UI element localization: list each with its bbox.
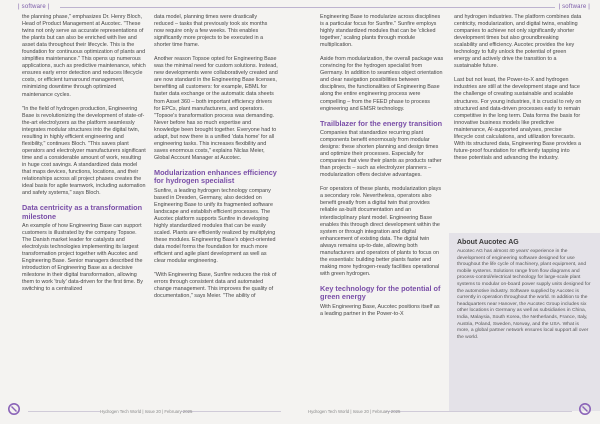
section-tag-right: | software |: [558, 4, 590, 10]
about-title: About Aucotec AG: [457, 239, 519, 246]
paragraph: An example of how Engineering Base can support customers is illustrated by the company Topsoe. The Danish market leader for catalysts and electrolysis technologies implementing its largest transformation project together with Aucotec and Engineering Base. Senior managers described the introduction of Engineering Base as a decisive milestone in their digital transformation, allowing them to work 'truly' data-driven for the first time. By switching to a centralized: [22, 222, 143, 293]
paragraph: With Engineering Base, Aucotec positions itself as a leading partner in the Power-to-X: [320, 303, 440, 317]
header-rule-right: [300, 7, 555, 8]
paragraph: "In the field of hydrogen production, Engineering Base is revolutionizing the development of state-of-the-art electrolyzers as the platform seamlessly integrates modular structures into the digital twin, resulting in highly efficient engineering and flexibility," continues Bloch. "This saves plant operators and electrolyzer manufacturers significant time and a considerable amount of work, resulting in huge cost savings. A standardized data model that maps devices, functions, locations, and their relationships across all project phases creates the ideal basis for agile teamwork, including automation and safety systems," says Bloch.: [22, 105, 146, 197]
footer-left: Hydrogen Tech World | Issue 20 | February 2025: [100, 409, 193, 414]
footer-right: Hydrogen Tech World | Issue 20 | February 2025: [308, 409, 401, 414]
page1-column1: [22, 14, 146, 300]
h2-tech-world-logo-icon: [578, 402, 592, 416]
paragraph: the planning phase," emphasizes Dr. Henry Bloch, Head of Product Management at Aucotec. "These twins not only serve as accurate representations of the plants but can also be enriched with live and asset data throughout their lifecycle. This is the foundation for continuous optimization of plants and simplifies maintenance." This opens up numerous applications, such as predictive maintenance, which ensures early error detection and reduces lifecycle costs, or efficient turnaround management, minimizing downtime through optimized maintenance cycles.: [22, 14, 146, 98]
page2-column1: [320, 14, 444, 325]
paragraph: Companies that standardize recurring plant components benefit enormously from modular designs: these shorten planning and design times and optimize their processes. Especially for companies that view their plants as products rather than projects – such as electrolyzer planners – modularization offers decisive advantages.: [320, 130, 442, 179]
footer-rule: [28, 411, 100, 412]
header-rule-left: [60, 7, 300, 8]
page2-column2: [454, 14, 582, 169]
section-heading: Trailblazer for the energy transition: [320, 118, 443, 128]
paragraph: data model, planning times were drastically reduced – tasks that previously took six months now require only a few weeks. This enables significantly more projects to be executed in a shorter time frame.: [154, 14, 268, 49]
page1-column2: [154, 14, 278, 307]
paragraph: Last but not least, the Power-to-X and hydrogen industries are still at the development stage and face the challenge of creating sustainable and scalable structures. For young industries, it is crucial to rely on structured and data-driven processes early to remain competitive in the long term. Data forms the basis for innovative business models like predictive maintenance, AI-supported analyses, precise lifecycle cost calculations, and utilization forecasts. With its structured data, Engineering Base provides a future-proof foundation for efficiently tapping into these potentials and advancing the industry.: [454, 77, 582, 161]
section-heading: Modularization enhances efficiency for hydrogen specialist: [154, 167, 277, 186]
section-heading: Data centricity as a transformation milestone: [22, 203, 143, 221]
paragraph: Sunfire, a leading hydrogen technology company based in Dresden, Germany, also decided on Engineering Base to unify its fragmented software landscape and establish efficient processes. The Aucotec platform supports Sunfire in developing highly standardized modules that can be easily scaled. Plants are efficiently realized by multiplying these modules. Engineering Base's object-oriented data model forms the foundation for much more efficient and agile plant development as well as clear modular engineering.: [154, 187, 276, 265]
about-aucotec-box: [449, 233, 600, 411]
h2-tech-world-logo-icon: [7, 402, 21, 416]
section-heading: Key technology for the potential of green energy: [320, 283, 441, 302]
footer-rule: [386, 411, 572, 412]
paragraph: Engineering Base to modularize across disciplines is a particular focus for Sunfire." Sunfire employs highly standardized modules that can be 'clicked together,' scaling plants through module multiplication.: [320, 14, 441, 49]
paragraph: and hydrogen industries. The platform combines data centricity, modularization, and digital twins, enabling companies to achieve not only significantly shorter development times but also groundbreaking scalability and efficiency. Aucotec provides the key technology to fully unlock the potential of green energy and actively drive the transition to a sustainable future.: [454, 14, 582, 70]
paragraph: "With Engineering Base, Sunfire reduces the risk of errors through consistent data and automated change management. This improves the quality of documentation," says Meier. "The ability of: [154, 272, 277, 300]
paragraph: For operators of these plants, modularization plays a secondary role. Nevertheless, operators also benefit greatly from a digital twin that provides reliable as-built documentation and an interdisciplinary plant model. Engineering Base enables this through direct development within the system or through integration and digital enhancement of existing data. The digital twin always remains up-to-date, allowing both manufacturers and operators of plants to focus on the essentials: building better plants faster and making more hydrogen-ready facilities operational with green hydrogen.: [320, 186, 442, 277]
footer-rule: [181, 411, 281, 412]
paragraph: Aside from modularization, the overall package was convincing for the hydrogen specialist from Germany. In addition to seamless object orientation and clear navigation possibilities between disciplines, the functionalities of Engineering Base along the entire engineering process were compelling – from the FEED phase to process engineering and EMSR technology.: [320, 56, 444, 112]
paragraph: Another reason Topsoe opted for Engineering Base was the minimal need for custom solutions. Instead, new developments were collaboratively created and are now standard in the Engineering Base licenses, benefiting all customers: for example, EBML for faster data exchange or the automatic data sheets from Asset 360 – both important efficiency drivers for EPCs, plant manufacturers, and operators. "Topsoe's transformation process was demanding. Never before has so much expertise and knowledge been brought together. Everyone had to adapt, but now there is a unified 'data home' for all engineering tasks. This increases flexibility and saves enormous costs," explains Niclas Meier, Global Account Manager at Aucotec.: [154, 56, 278, 161]
about-text: Aucotec AG has almost 40 years' experience in the development of engineering software designed for use throughout the life cycle of machinery, plant equipment, and mobile systems. Solutions range from flow diagrams and process-control/electrical technology for large-scale plant systems to modular on-board power supply units designed for the automotive industry. Software supplied by Aucotec is currently in operation throughout the world. In addition to the headquarters near Hanover, the Aucotec Group includes six other locations in Germany as well as subsidiaries in China, India, Malaysia, South Korea, the Netherlands, France, Italy, Austria, Poland, Sweden, Norway, and the USA. What is more, a global partner network ensures local support all over the world.: [457, 249, 591, 340]
section-tag-left: | software |: [18, 4, 50, 10]
